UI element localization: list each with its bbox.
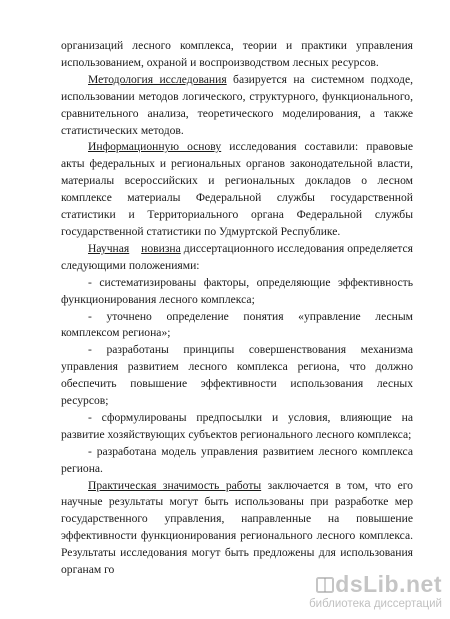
list-item: - разработаны принципы совершенствования механизма управления развитием лесного комплекса региона, что должно обеспечить повышение эффективности использования лесных ресурсов;: [61, 343, 413, 408]
paragraph-text: исследования составили: правовые акты федеральных и региональных органов законодательной власти, материалы всероссийских и региональных докладов о лесном комплексе материалы Федеральной службы государственной статистики и Территориального органа Федеральной службы государственной статистики по Удмуртской Республике.: [61, 140, 413, 238]
document-body: [61, 38, 413, 579]
watermark-logo: [335, 571, 442, 598]
watermark-subtitle: библиотека диссертаций: [309, 598, 442, 610]
practical-significance-heading: Практическая значимость работы: [88, 478, 262, 492]
paragraph-practical-significance: [61, 478, 413, 579]
paragraph-text: организаций лесного комплекса, теории и практики управления использованием, охраной и воспроизводством лесных ресурсов.: [61, 39, 413, 69]
list-item: - уточнено определение понятия «управление лесным комплексом региона»;: [61, 309, 413, 340]
paragraph-novelty: [61, 241, 413, 275]
paragraph-text: диссертационного исследования определяется следующими положениями:: [61, 241, 413, 272]
paragraph-information-base: [61, 139, 413, 240]
book-icon: [314, 574, 336, 596]
paragraph-methodology: [61, 72, 413, 140]
watermark-logo-main: dsLib: [335, 571, 400, 597]
paragraph-text: заключается в том, что его научные результаты могут быть использованы при разработке мер государственного управления, направленные на повышение эффективности функционирования регионального лесного комплекса. Результаты исследования могут быть предложены для использования органам го: [61, 478, 413, 577]
methodology-heading: Методология исследования: [88, 72, 227, 86]
watermark-logo-tld: .net: [399, 571, 442, 597]
paragraph-text: базируется на системном подходе, использовании методов логического, структурного, функционального, сравнительного анализа, теоретического моделирования, а также статистических методов.: [61, 72, 413, 137]
information-base-heading: Информационную основу: [88, 140, 222, 154]
watermark: [232, 571, 442, 613]
novelty-heading-word-1: Научная: [88, 241, 130, 255]
paragraph-continuation: [61, 38, 413, 72]
list-item: - разработана модель управления развитием лесного комплекса региона.: [61, 444, 413, 475]
novelty-heading-word-2: новизна: [141, 241, 181, 255]
list-item: - сформулированы предпосылки и условия, влияющие на развитие хозяйствующих субъектов регионального лесного комплекса;: [61, 410, 413, 441]
list-item: - систематизированы факторы, определяющие эффективность функционирования лесного комплекса;: [61, 275, 413, 306]
